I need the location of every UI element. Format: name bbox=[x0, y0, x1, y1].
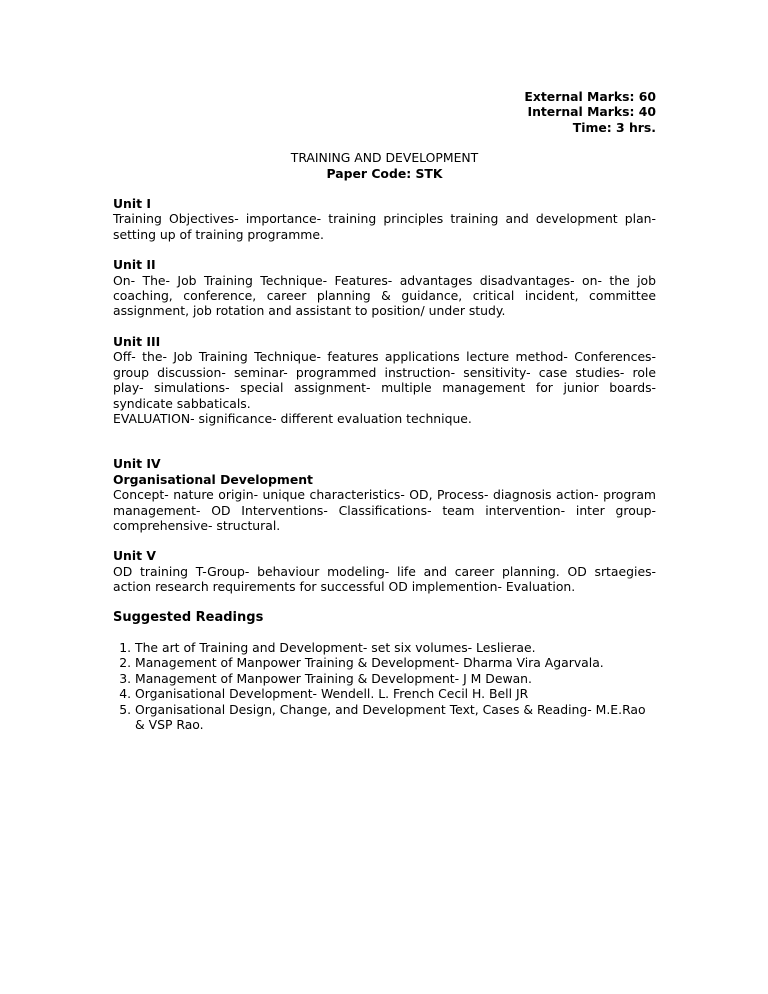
course-title: TRAINING AND DEVELOPMENT bbox=[290, 150, 479, 166]
list-item: 4. Organisational Development- Wendell. L. French Cecil H. Bell JR bbox=[135, 686, 656, 701]
unit-4 bbox=[113, 456, 656, 533]
time-allowed: Time: 3 hrs. bbox=[572, 119, 656, 135]
readings-list bbox=[113, 640, 656, 732]
unit-text: Off- the- Job Training Technique- features applications lecture method- Conferences- group discussion- seminar- programmed instruction- sensitivity- case studies- role play- simulations- special assignment- multiple management for junior boards- syndicate sabbaticals. bbox=[113, 349, 656, 411]
unit-heading: Unit II bbox=[113, 257, 156, 273]
unit-text: OD training T-Group- behaviour modeling- life and career planning. OD srtaegies- action research requirements for successful OD implemention- Evaluation. bbox=[113, 563, 656, 595]
list-item: 2. Management of Manpower Training & Development- Dharma Vira Agarvala. bbox=[135, 655, 656, 670]
unit-5 bbox=[113, 548, 656, 594]
evaluation-text: EVALUATION- significance- different evaluation technique. bbox=[113, 410, 472, 426]
unit-heading: Unit I bbox=[113, 196, 151, 212]
list-item: 5. Organisational Design, Change, and Development Text, Cases & Reading- M.E.Rao & VSP Rao. bbox=[135, 702, 656, 733]
unit-subheading: Organisational Development bbox=[113, 471, 313, 487]
unit-heading: Unit III bbox=[113, 333, 161, 349]
unit-heading: Unit V bbox=[113, 548, 156, 564]
unit-3 bbox=[113, 334, 656, 426]
list-item: 3. Management of Manpower Training & Development- J M Dewan. bbox=[135, 671, 656, 686]
unit-text: On- The- Job Training Technique- Features- advantages disadvantages- on- the job coaching, conference, career planning & guidance, critical incident, committee assignment, job rotation and assistant to position/ under study. bbox=[113, 272, 656, 319]
internal-marks: Internal Marks: 40 bbox=[527, 104, 656, 120]
readings-title: Suggested Readings bbox=[113, 609, 264, 625]
unit-text: Concept- nature origin- unique characteristics- OD, Process- diagnosis action- program management- OD Interventions- Classifications- team intervention- inter group- comprehensive- structural. bbox=[113, 487, 656, 533]
syllabus-page bbox=[113, 89, 656, 732]
external-marks: External Marks: 60 bbox=[524, 89, 656, 104]
list-item: 1. The art of Training and Development- set six volumes- Leslierae. bbox=[135, 640, 656, 655]
title-block bbox=[113, 150, 656, 181]
unit-heading: Unit IV bbox=[113, 456, 161, 472]
unit-2 bbox=[113, 257, 656, 319]
paper-code: Paper Code: STK bbox=[326, 165, 443, 181]
unit-1 bbox=[113, 196, 656, 242]
unit-text: Training Objectives- importance- training principles training and development plan- setting up of training programme. bbox=[113, 211, 656, 242]
marks-block bbox=[113, 89, 656, 135]
